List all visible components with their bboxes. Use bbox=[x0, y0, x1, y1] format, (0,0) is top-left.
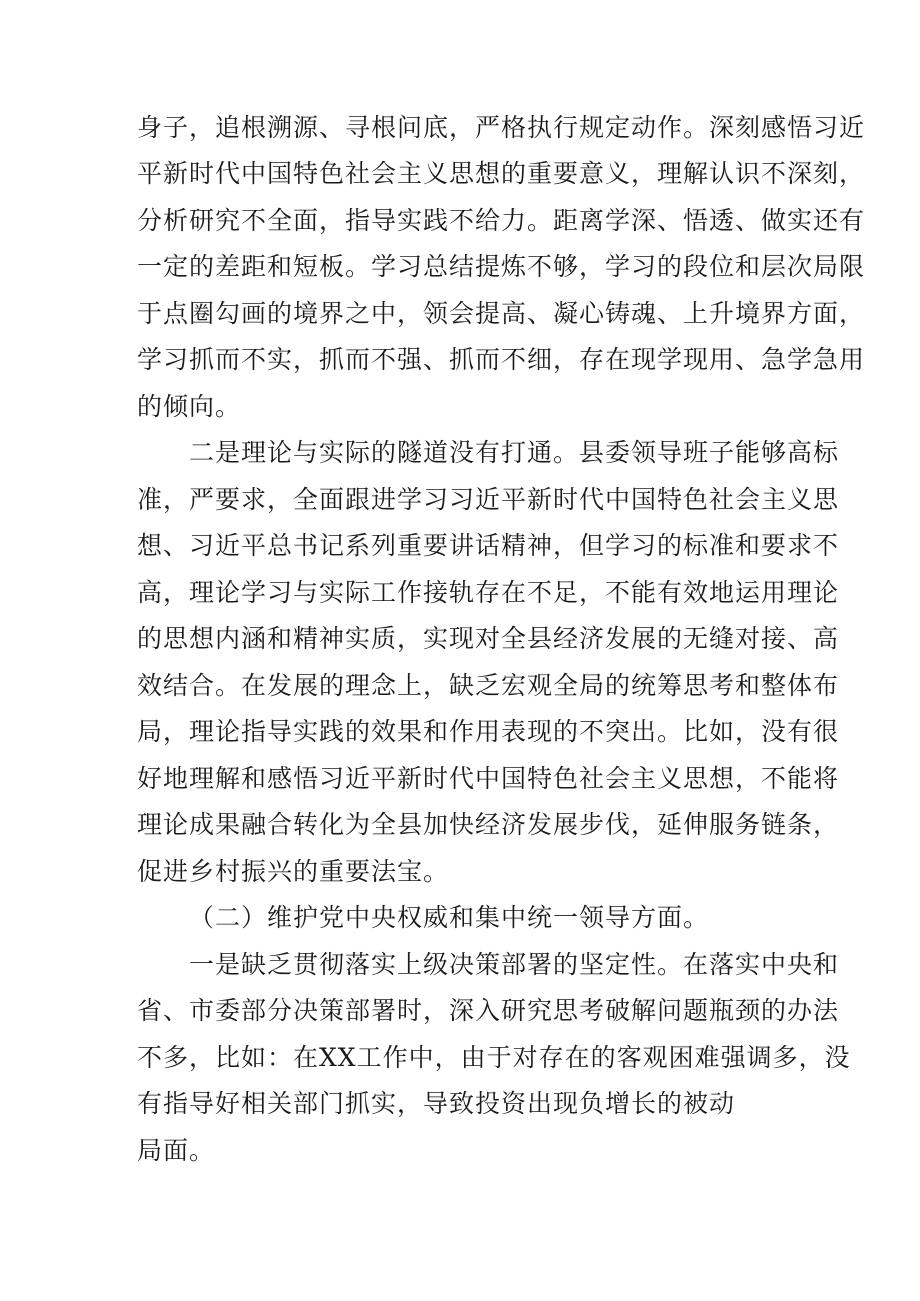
text-line: 学习抓而不实，抓而不强、抓而不细，存在现学现用、急学急用 bbox=[137, 345, 866, 374]
text-line: 的倾向。 bbox=[137, 392, 242, 421]
text-line: 好地理解和感悟习近平新时代中国特色社会主义思想，不能将 bbox=[137, 764, 840, 793]
text-line: 分析研究不全面，指导实践不给力。距离学深、悟透、做实还有 bbox=[137, 206, 866, 235]
text-line: 准，严要求，全面跟进学习习近平新时代中国特色社会主义思 bbox=[137, 485, 840, 514]
text-line: 不多，比如：在XX工作中，由于对存在的客观困难强调多，没 bbox=[137, 1043, 851, 1072]
text-line: 促进乡村振兴的重要法宝。 bbox=[137, 857, 450, 886]
section-heading: （二）维护党中央权威和集中统一领导方面。 bbox=[189, 903, 710, 932]
text-line: 的思想内涵和精神实质，实现对全县经济发展的无缝对接、高 bbox=[137, 624, 840, 653]
text-line: 效结合。在发展的理念上，缺乏宏观全局的统筹思考和整体布 bbox=[137, 671, 840, 700]
text-line: 局，理论指导实践的效果和作用表现的不突出。比如，没有很 bbox=[137, 717, 840, 746]
text-line: 局面。 bbox=[137, 1136, 216, 1165]
text-line: 一定的差距和短板。学习总结提炼不够，学习的段位和层次局限 bbox=[137, 252, 866, 281]
text-line: 想、习近平总书记系列重要讲话精神，但学习的标准和要求不 bbox=[137, 531, 840, 560]
text-line: 理论成果融合转化为全县加快经济发展步伐，延伸服务链条， bbox=[137, 810, 840, 839]
text-line: 高，理论学习与实际工作接轨存在不足，不能有效地运用理论 bbox=[137, 578, 840, 607]
text-line: 平新时代中国特色社会主义思想的重要意义，理解认识不深刻， bbox=[137, 159, 866, 188]
text-line: 省、市委部分决策部署时，深入研究思考破解问题瓶颈的办法 bbox=[137, 996, 840, 1025]
text-line: 身子，追根溯源、寻根问底，严格执行规定动作。深刻感悟习近 bbox=[137, 113, 866, 142]
text-line: 二是理论与实际的隧道没有打通。县委领导班子能够高标 bbox=[189, 438, 840, 467]
text-line: 于点圈勾画的境界之中，领会提高、凝心铸魂、上升境界方面， bbox=[137, 299, 866, 328]
text-line: 一是缺乏贯彻落实上级决策部署的坚定性。在落实中央和 bbox=[189, 950, 840, 979]
text-line: 有指导好相关部门抓实，导致投资出现负增长的被动 bbox=[137, 1089, 736, 1118]
